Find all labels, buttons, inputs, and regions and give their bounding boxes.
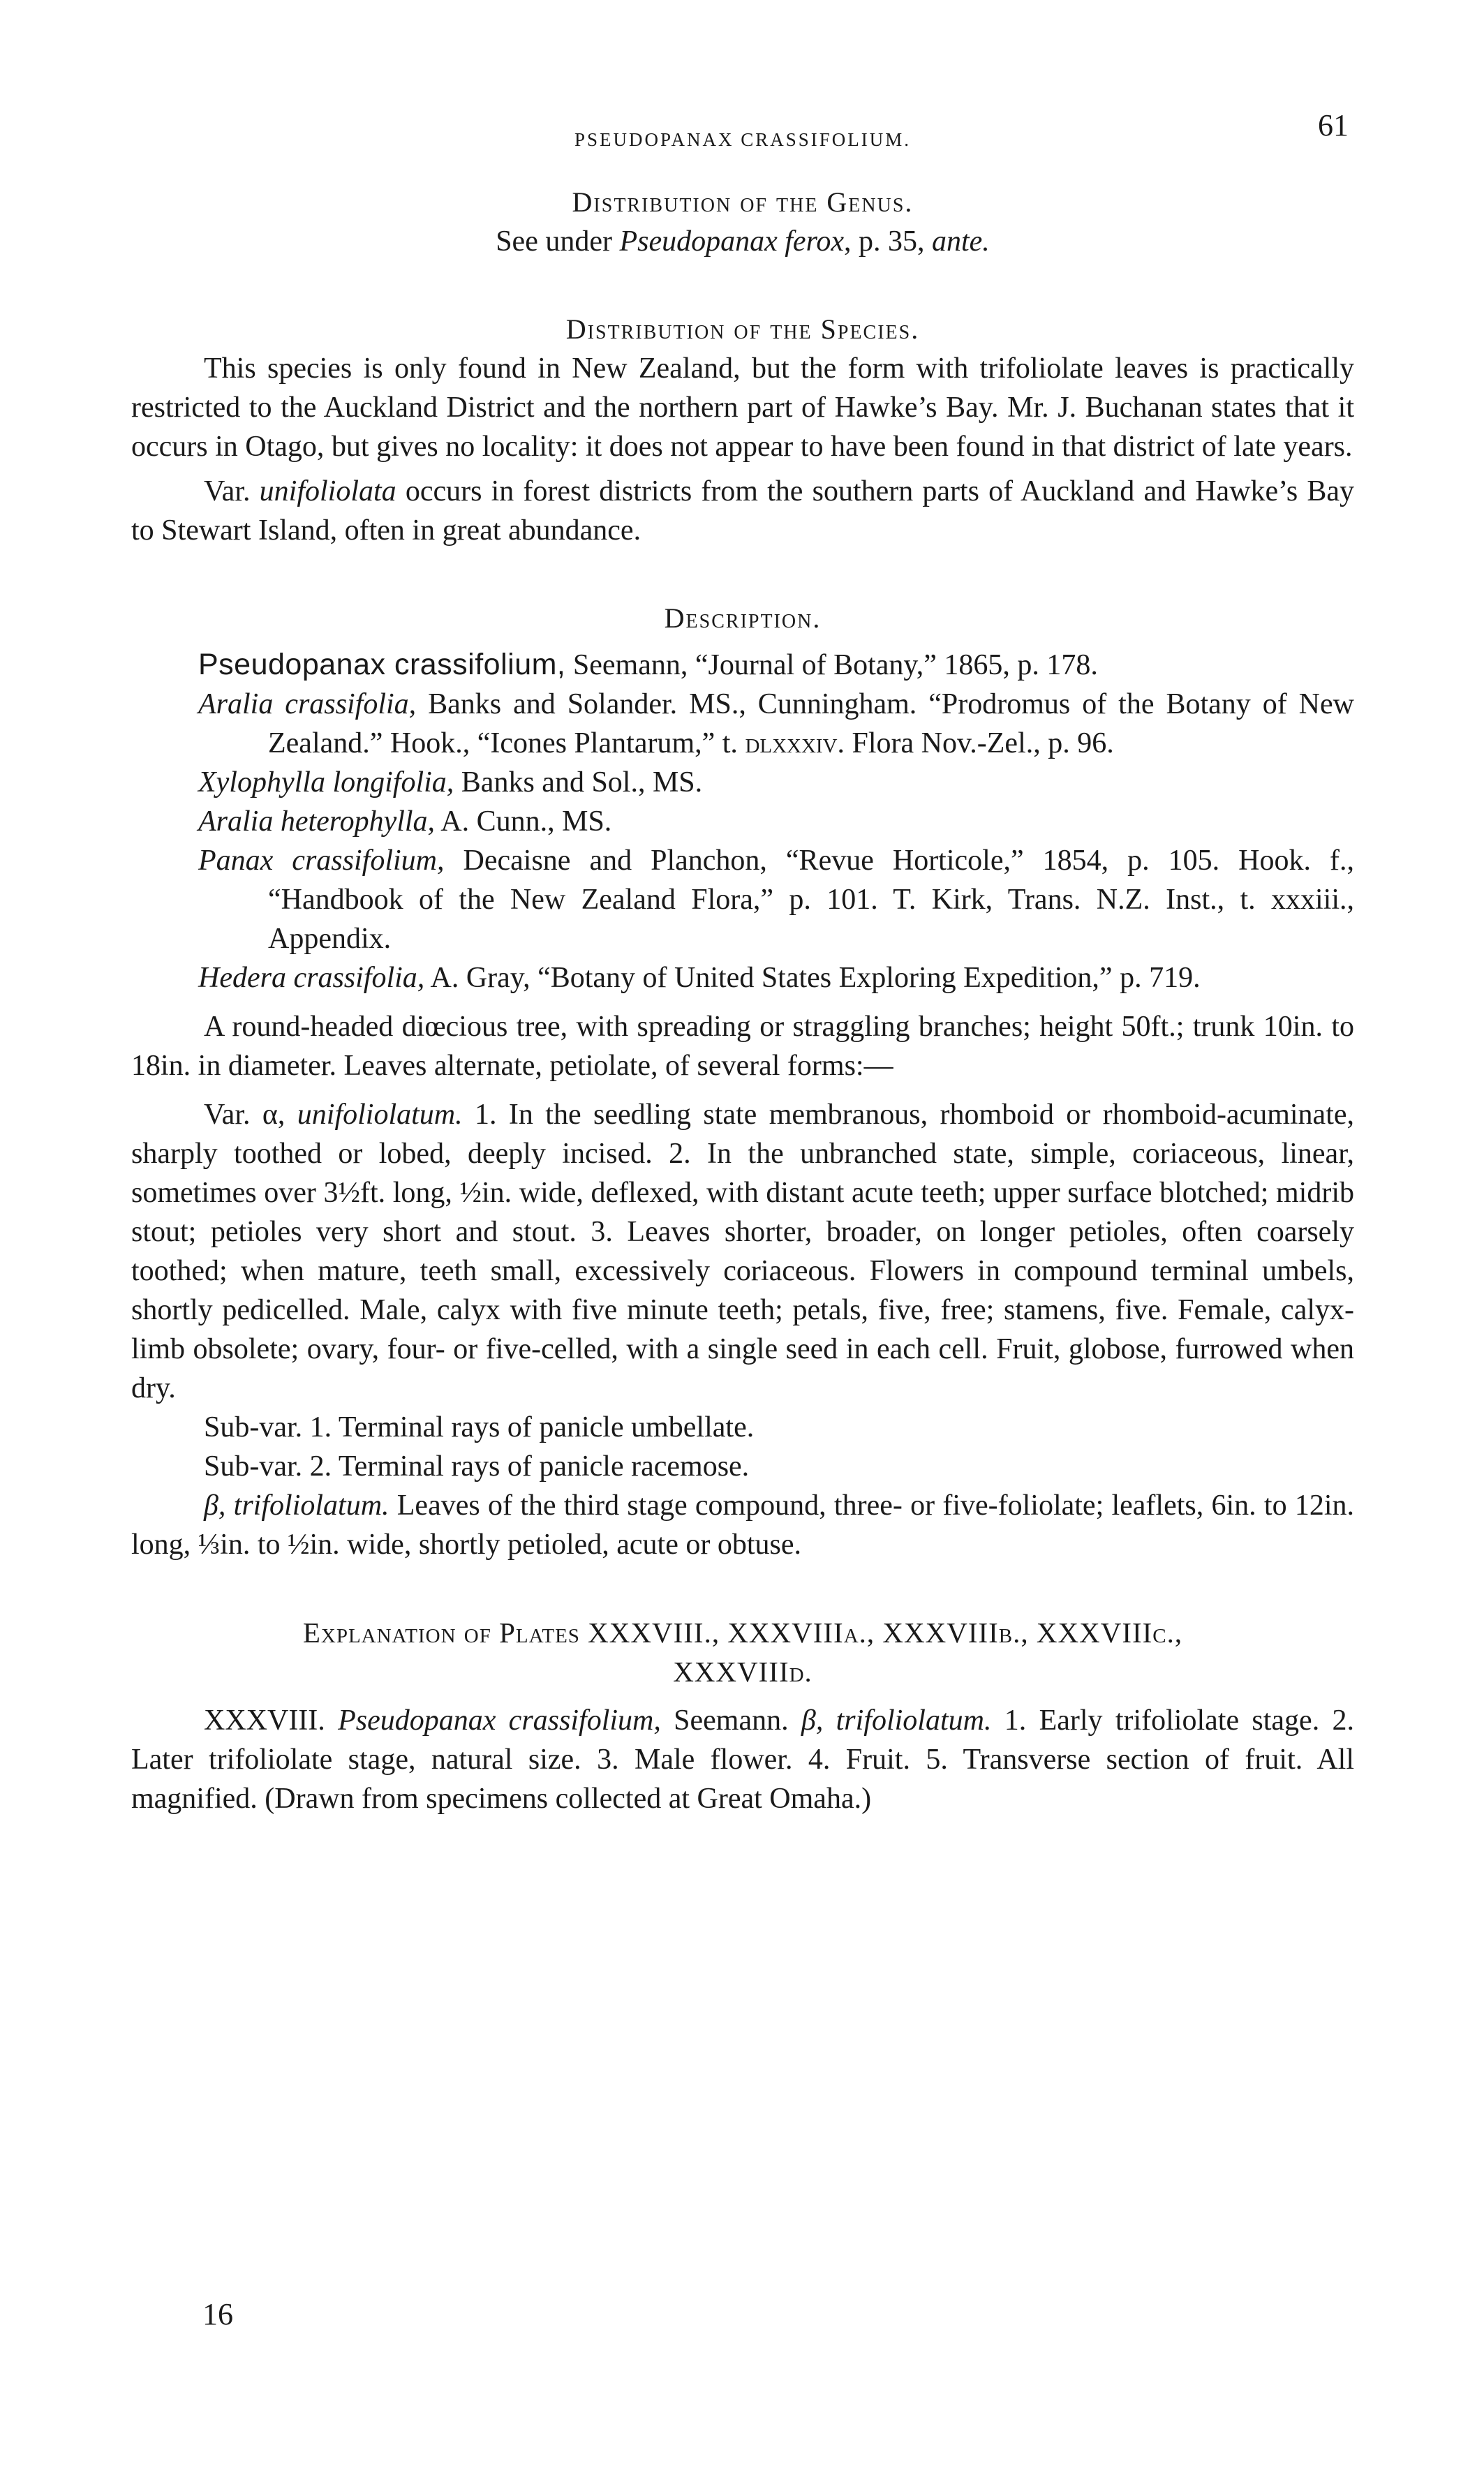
genus-heading: Distribution of the Genus. (572, 186, 914, 218)
see-under-species: Pseudopanax ferox (619, 225, 844, 258)
synonym-ref: A. Cunn., MS. (440, 805, 612, 838)
sub-variety-1: Sub-var. 1. Terminal rays of panicle umbellate. (204, 1411, 755, 1443)
synonym-xylophylla (131, 763, 1354, 802)
running-head (131, 105, 1354, 149)
see-under-page: , p. 35, (844, 225, 925, 258)
see-under-text: See under (496, 225, 612, 258)
variety-beta-text: Leaves of the third stage compound, three- or five-foliolate; leaflets, 6in. to 12in. long, ⅓in. to ½in. wide, shortly petioled, acute or obtuse. (131, 1490, 1354, 1561)
var-name: unifoliolata (259, 475, 396, 507)
see-under-ante: ante. (932, 225, 990, 258)
synonym-name: Xylophylla longifolia, (198, 766, 454, 799)
variety-beta-prefix: β, (204, 1490, 226, 1522)
synonym-aralia-crassifolia (131, 685, 1354, 763)
tree-description: A round-headed diœcious tree, with spreading or straggling branches; height 50ft.; trunk 10in. to 18in. in diameter. Leaves alternate, petiolate, of several forms:— (131, 1011, 1354, 1082)
description-heading: Description. (664, 602, 822, 634)
synonym-name: Aralia heterophylla, (198, 805, 436, 838)
variety-beta (131, 1486, 1354, 1564)
species-paragraph: This species is only found in New Zealand, but the form with trifoliolate leaves is practically restricted to the Auckland District and the northern part of Hawke’s Bay. Mr. J. Buchanan states that it occurs in Otago, but gives no locality: it does not appear to have been found in that district of late years. (131, 352, 1354, 463)
explanation-heading-line-1: Explanation of Plates XXXVIII., XXXVIIIa., XXXVIIIb., XXXVIIIc., (302, 1617, 1183, 1649)
variety-beta-name: trifoliolatum. (233, 1490, 389, 1522)
synonym-ref-2: Flora Nov.-Zel., p. 96. (852, 727, 1114, 759)
variety-alpha-prefix: Var. α, (204, 1099, 285, 1131)
main-ref: Seemann, “Journal of Botany,” 1865, p. 178. (572, 649, 1098, 681)
explanation-heading-line-2: XXXVIIId. (673, 1656, 813, 1688)
synonym-ref: A. Gray, “Botany of United States Exploring Expedition,” p. 719. (430, 962, 1201, 994)
var-text: occurs in forest districts from the southern parts of Auckland and Hawke’s Bay to Stewart Island, often in great abundance. (131, 475, 1354, 547)
plate-text: 1. Early trifoliolate stage. 2. Later trifoliolate stage, natural size. 3. Male flower. 4. Fruit. 5. Transverse section of fruit. All magnified. (Drawn from specimens collected at Great Omaha.) (131, 1705, 1354, 1815)
synonym-aralia-heterophylla (131, 802, 1354, 841)
synonym-ref: Banks and Sol., MS. (461, 766, 703, 799)
page-number: 61 (1318, 108, 1349, 142)
var-prefix: Var. (204, 475, 251, 507)
main-synonym (131, 645, 1354, 685)
synonym-name: Aralia crassifolia, (198, 688, 417, 720)
synonym-name: Hedera crassifolia, (198, 962, 425, 994)
synonym-panax (131, 841, 1354, 958)
synonym-name: Panax crassifolium, (198, 845, 445, 877)
signature-mark: 16 (202, 2297, 233, 2331)
sub-variety-2: Sub-var. 2. Terminal rays of panicle racemose. (204, 1450, 750, 1483)
synonym-hedera (131, 958, 1354, 997)
variety-alpha-name: unifoliolatum. (297, 1099, 463, 1131)
variety-alpha (131, 1095, 1354, 1408)
synonym-ref: Banks and Solander. MS., Cunningham. “Prodromus of the Botany of New Zealand.” Hook., “Icones Plantarum,” t. (268, 688, 1354, 759)
plate-explanation (131, 1701, 1354, 1818)
genus-see-under (131, 222, 1354, 261)
running-title: PSEUDOPANAX CRASSIFOLIUM. (574, 129, 912, 150)
variety-paragraph (131, 472, 1354, 550)
plate-label: XXXVIII. (204, 1705, 325, 1737)
main-name: Pseudopanax crassifolium, (198, 648, 566, 681)
synonym-ref: Decaisne and Planchon, “Revue Horticole,” 1854, p. 105. Hook. f., “Handbook of the New Zealand Flora,” p. 101. T. Kirk, Trans. N.Z. Inst., t. xxxiii., Appendix. (268, 845, 1354, 955)
plate-species: Pseudopanax crassifolium, (338, 1705, 661, 1737)
species-heading: Distribution of the Species. (565, 313, 920, 345)
page (131, 105, 1354, 1818)
synonym-plate: dlxxxiv. (745, 727, 845, 759)
plate-variety: β, trifoliolatum. (801, 1705, 992, 1737)
plate-author: Seemann. (674, 1705, 789, 1737)
variety-alpha-text: 1. In the seedling state membranous, rhomboid or rhomboid-acuminate, sharply toothed or lobed, deeply incised. 2. In the unbranched state, simple, coriaceous, linear, sometimes over 3½ft. long, ½in. wide, deflexed, with distant acute teeth; upper surface blotched; midrib stout; petioles very short and stout. 3. Leaves shorter, broader, on longer petioles, often coarsely toothed; when mature, teeth small, excessively coriaceous. Flowers in compound terminal umbels, shortly pedicelled. Male, calyx with five minute teeth; petals, five, free; stamens, five. Female, calyx-limb obsolete; ovary, four- or five-celled, with a single seed in each cell. Fruit, globose, furrowed when dry. (131, 1099, 1355, 1404)
